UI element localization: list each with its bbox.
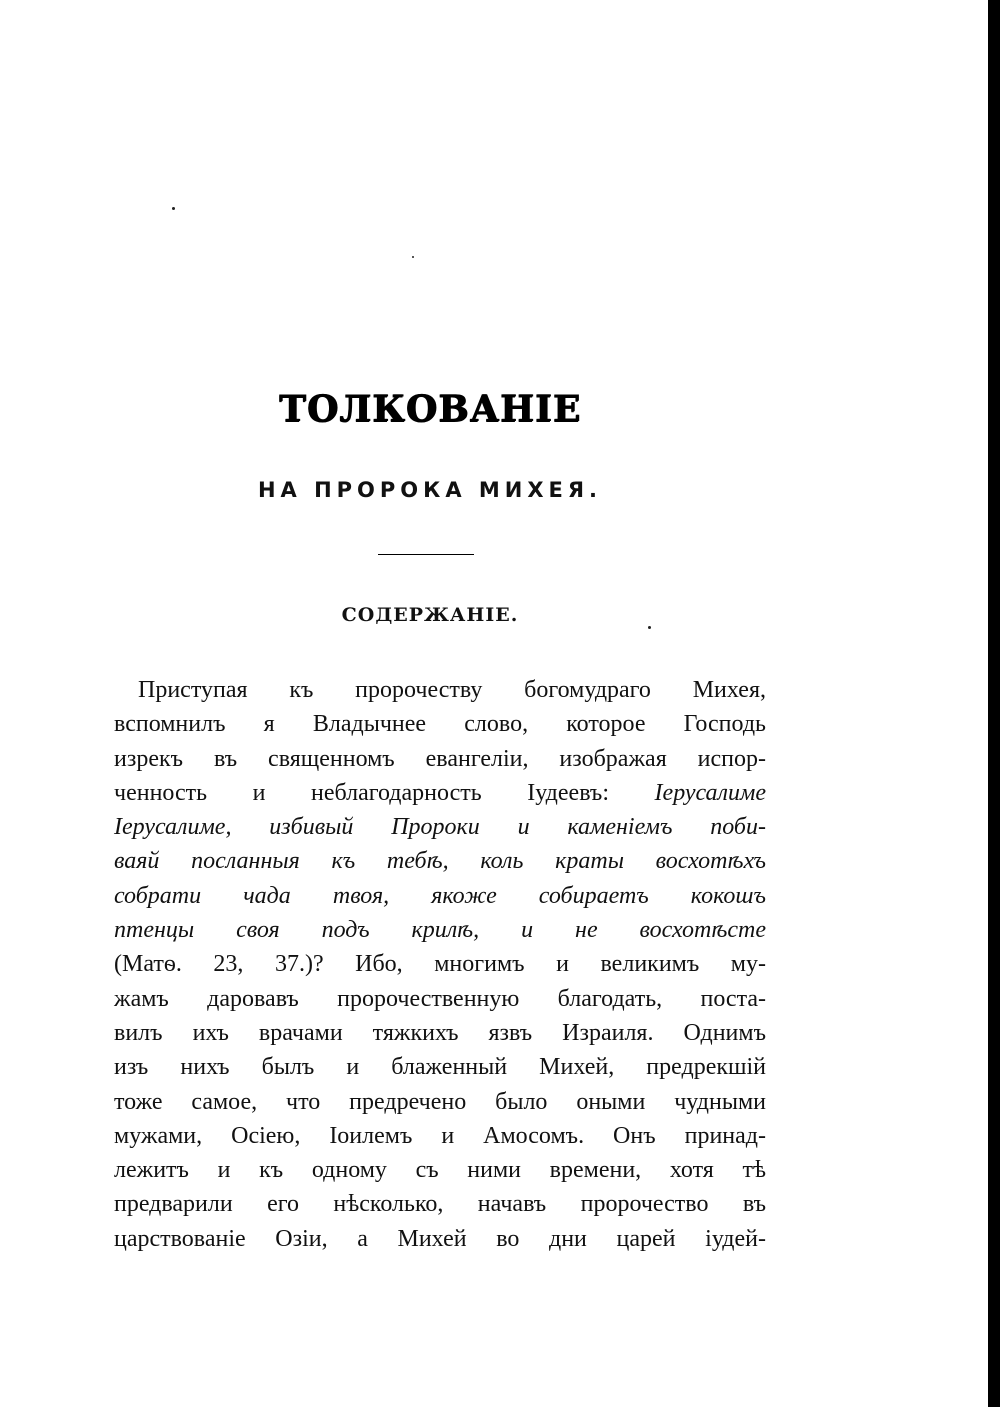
text-line xyxy=(114,707,766,741)
italic-quote-segment: птенцы своя подъ крилѣ, и не восхотѣсте xyxy=(114,917,766,944)
text-line xyxy=(114,776,766,810)
print-speck xyxy=(648,626,651,629)
text-segment: Приступая къ пророчеству богомудраго Михея, xyxy=(138,677,766,703)
text-line xyxy=(114,1016,766,1050)
text-segment: ченность и неблагодарность Іудеевъ: xyxy=(114,779,655,806)
italic-quote-segment: Іерусалиме, избивый Пророки и каменіемъ поби- xyxy=(114,814,766,841)
text-segment: жамъ даровавъ пророчественную благодать, поста- xyxy=(114,985,766,1012)
text-line xyxy=(114,1222,766,1256)
section-heading: СОДЕРЖАНІЕ. xyxy=(341,604,519,626)
page-edge-shadow xyxy=(988,0,1000,1407)
text-segment: лежитъ и къ одному съ ними времени, хотя тѣ xyxy=(114,1157,766,1184)
text-segment: тоже самое, что предречено было оными чудными xyxy=(114,1088,766,1115)
text-segment: царствованіе Озіи, а Михей во дни царей іудей- xyxy=(114,1225,766,1252)
text-line xyxy=(114,844,766,878)
text-line xyxy=(114,947,766,981)
italic-quote-segment: собрати чада твоя, якоже собираетъ кокошъ xyxy=(114,882,766,909)
print-speck xyxy=(412,256,414,258)
text-segment: изрекъ въ священномъ евангеліи, изображая испор- xyxy=(114,745,766,772)
text-line xyxy=(114,1050,766,1084)
text-line xyxy=(114,673,766,707)
text-line xyxy=(114,742,766,776)
text-line xyxy=(114,1187,766,1221)
text-line xyxy=(114,1119,766,1153)
text-segment: изъ нихъ былъ и блаженный Михей, предрекшій xyxy=(114,1054,766,1081)
italic-quote-segment: ваяй посланныя къ тебѣ, коль краты восхотѣхъ xyxy=(114,848,766,875)
italic-quote-segment: Іерусалиме xyxy=(654,779,766,806)
text-segment: вспомнилъ я Владычнее слово, которое Господь xyxy=(114,711,766,738)
subtitle: НА ПРОРОКА МИХЕЯ. xyxy=(257,478,603,502)
text-line xyxy=(114,1085,766,1119)
text-line xyxy=(114,810,766,844)
body-paragraph xyxy=(114,673,766,1256)
print-speck xyxy=(172,207,175,210)
page-title: ТОЛКОВАНІЕ xyxy=(278,388,582,430)
text-segment: вилъ ихъ врачами тяжкихъ язвъ Израиля. Однимъ xyxy=(114,1019,766,1046)
title-divider xyxy=(378,554,474,555)
text-line xyxy=(114,913,766,947)
text-line xyxy=(114,1153,766,1187)
text-segment: (Матѳ. 23, 37.)? Ибо, многимъ и великимъ му- xyxy=(114,951,766,978)
text-line xyxy=(114,879,766,913)
text-segment: предварили его нѣсколько, начавъ пророчество въ xyxy=(114,1191,766,1218)
text-line xyxy=(114,982,766,1016)
text-segment: мужами, Осіею, Іоилемъ и Амосомъ. Онъ принад- xyxy=(114,1122,766,1149)
